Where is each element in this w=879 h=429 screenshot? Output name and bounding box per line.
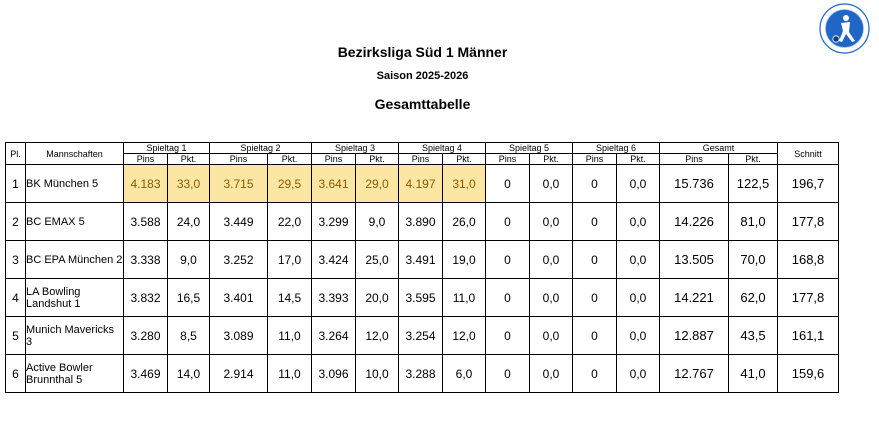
pkt-cell: 29,5 <box>268 165 312 203</box>
total-pkt-cell: 122,5 <box>729 165 778 203</box>
pins-cell: 4.183 <box>124 165 168 203</box>
pins-cell: 3.715 <box>210 165 268 203</box>
pins-cell: 3.288 <box>399 355 443 393</box>
pkt-subheader: Pkt. <box>268 154 312 165</box>
pins-cell: 0 <box>573 203 617 241</box>
total-pins-cell: 12.887 <box>660 317 729 355</box>
pkt-cell: 20,0 <box>356 279 399 317</box>
pkt-cell: 19,0 <box>443 241 486 279</box>
pins-cell: 0 <box>486 203 530 241</box>
pins-cell: 0 <box>573 355 617 393</box>
pkt-cell: 6,0 <box>443 355 486 393</box>
pkt-cell: 0,0 <box>617 241 660 279</box>
pins-cell: 3.299 <box>312 203 356 241</box>
header-row-1 <box>6 143 839 154</box>
pins-cell: 3.832 <box>124 279 168 317</box>
total-pkt-cell: 62,0 <box>729 279 778 317</box>
pkt-cell: 9,0 <box>168 241 210 279</box>
pins-cell: 3.338 <box>124 241 168 279</box>
pkt-cell: 25,0 <box>356 241 399 279</box>
pkt-cell: 8,5 <box>168 317 210 355</box>
team-name-cell: BK München 5 <box>26 165 124 203</box>
schnitt-cell: 168,8 <box>778 241 839 279</box>
schnitt-cell: 177,8 <box>778 203 839 241</box>
pins-subheader: Pins <box>660 154 729 165</box>
pins-cell: 3.401 <box>210 279 268 317</box>
team-header: Mannschaften <box>26 143 124 165</box>
pkt-cell: 10,0 <box>356 355 399 393</box>
pins-cell: 4.197 <box>399 165 443 203</box>
rank-cell: 2 <box>6 203 26 241</box>
pins-cell: 3.264 <box>312 317 356 355</box>
pkt-cell: 0,0 <box>617 355 660 393</box>
pkt-cell: 0,0 <box>530 355 573 393</box>
pins-subheader: Pins <box>399 154 443 165</box>
pkt-cell: 0,0 <box>530 317 573 355</box>
pkt-cell: 11,0 <box>268 355 312 393</box>
rank-cell: 5 <box>6 317 26 355</box>
total-pins-cell: 14.226 <box>660 203 729 241</box>
schnitt-cell: 196,7 <box>778 165 839 203</box>
spieltag-2-header: Spieltag 2 <box>210 143 312 154</box>
pins-cell: 3.595 <box>399 279 443 317</box>
pins-cell: 0 <box>573 317 617 355</box>
schnitt-header: Schnitt <box>778 143 839 165</box>
total-pkt-cell: 43,5 <box>729 317 778 355</box>
schnitt-cell: 177,8 <box>778 279 839 317</box>
pkt-cell: 0,0 <box>617 279 660 317</box>
team-name-cell: BC EPA München 2 <box>26 241 124 279</box>
pins-cell: 3.393 <box>312 279 356 317</box>
total-pins-cell: 15.736 <box>660 165 729 203</box>
spieltag-4-header: Spieltag 4 <box>399 143 486 154</box>
table-row <box>6 203 839 241</box>
rank-cell: 6 <box>6 355 26 393</box>
pins-cell: 0 <box>486 241 530 279</box>
total-pkt-cell: 81,0 <box>729 203 778 241</box>
pins-cell: 3.089 <box>210 317 268 355</box>
pkt-cell: 12,0 <box>356 317 399 355</box>
pkt-cell: 29,0 <box>356 165 399 203</box>
team-name-cell: BC EMAX 5 <box>26 203 124 241</box>
pkt-cell: 0,0 <box>530 241 573 279</box>
pins-cell: 3.096 <box>312 355 356 393</box>
pins-cell: 3.641 <box>312 165 356 203</box>
pins-subheader: Pins <box>124 154 168 165</box>
pkt-subheader: Pkt. <box>530 154 573 165</box>
pins-cell: 3.890 <box>399 203 443 241</box>
team-name-cell: Active Bowler Brunnthal 5 <box>26 355 124 393</box>
spieltag-6-header: Spieltag 6 <box>573 143 660 154</box>
pins-subheader: Pins <box>312 154 356 165</box>
pins-cell: 3.491 <box>399 241 443 279</box>
total-pins-cell: 14.221 <box>660 279 729 317</box>
total-pins-cell: 13.505 <box>660 241 729 279</box>
pkt-cell: 22,0 <box>268 203 312 241</box>
pkt-subheader: Pkt. <box>617 154 660 165</box>
pins-cell: 3.280 <box>124 317 168 355</box>
pins-cell: 3.588 <box>124 203 168 241</box>
table-row <box>6 317 839 355</box>
spieltag-5-header: Spieltag 5 <box>486 143 573 154</box>
pins-cell: 0 <box>573 241 617 279</box>
pins-cell: 2.914 <box>210 355 268 393</box>
pkt-cell: 24,0 <box>168 203 210 241</box>
header-row-2 <box>6 154 839 165</box>
pkt-cell: 31,0 <box>443 165 486 203</box>
pins-subheader: Pins <box>486 154 530 165</box>
pins-subheader: Pins <box>210 154 268 165</box>
pins-cell: 0 <box>486 317 530 355</box>
table-row <box>6 355 839 393</box>
pkt-subheader: Pkt. <box>729 154 778 165</box>
pins-cell: 3.424 <box>312 241 356 279</box>
pins-cell: 3.449 <box>210 203 268 241</box>
pkt-subheader: Pkt. <box>443 154 486 165</box>
pkt-cell: 0,0 <box>530 165 573 203</box>
pkt-cell: 11,0 <box>443 279 486 317</box>
schnitt-cell: 161,1 <box>778 317 839 355</box>
pins-cell: 0 <box>486 279 530 317</box>
pkt-cell: 12,0 <box>443 317 486 355</box>
pins-cell: 0 <box>486 355 530 393</box>
pins-subheader: Pins <box>573 154 617 165</box>
team-name-cell: LA Bowling Landshut 1 <box>26 279 124 317</box>
pkt-cell: 11,0 <box>268 317 312 355</box>
pkt-cell: 14,5 <box>268 279 312 317</box>
table-row <box>6 279 839 317</box>
pkt-cell: 0,0 <box>617 317 660 355</box>
team-name-cell: Munich Mavericks 3 <box>26 317 124 355</box>
pkt-cell: 17,0 <box>268 241 312 279</box>
pins-cell: 0 <box>573 279 617 317</box>
standings-table <box>5 142 839 393</box>
pkt-cell: 14,0 <box>168 355 210 393</box>
pins-cell: 3.469 <box>124 355 168 393</box>
pkt-cell: 33,0 <box>168 165 210 203</box>
pkt-subheader: Pkt. <box>168 154 210 165</box>
league-title: Bezirksliga Süd 1 Männer <box>337 44 508 60</box>
pkt-cell: 26,0 <box>443 203 486 241</box>
table-title: Gesamttabelle <box>374 96 471 112</box>
table-row <box>6 241 839 279</box>
pins-cell: 0 <box>573 165 617 203</box>
total-pkt-cell: 70,0 <box>729 241 778 279</box>
pkt-cell: 0,0 <box>530 203 573 241</box>
gesamt-header: Gesamt <box>660 143 778 154</box>
rank-cell: 1 <box>6 165 26 203</box>
spieltag-1-header: Spieltag 1 <box>124 143 210 154</box>
pins-cell: 3.254 <box>399 317 443 355</box>
pkt-cell: 0,0 <box>617 203 660 241</box>
pkt-subheader: Pkt. <box>356 154 399 165</box>
pins-cell: 0 <box>486 165 530 203</box>
table-row <box>6 165 839 203</box>
season-label: Saison 2025-2026 <box>376 70 469 82</box>
rank-cell: 4 <box>6 279 26 317</box>
pkt-cell: 16,5 <box>168 279 210 317</box>
pl-header: Pl. <box>6 143 26 165</box>
pkt-cell: 0,0 <box>617 165 660 203</box>
total-pins-cell: 12.767 <box>660 355 729 393</box>
pkt-cell: 9,0 <box>356 203 399 241</box>
schnitt-cell: 159,6 <box>778 355 839 393</box>
pkt-cell: 0,0 <box>530 279 573 317</box>
pins-cell: 3.252 <box>210 241 268 279</box>
spieltag-3-header: Spieltag 3 <box>312 143 399 154</box>
rank-cell: 3 <box>6 241 26 279</box>
total-pkt-cell: 41,0 <box>729 355 778 393</box>
